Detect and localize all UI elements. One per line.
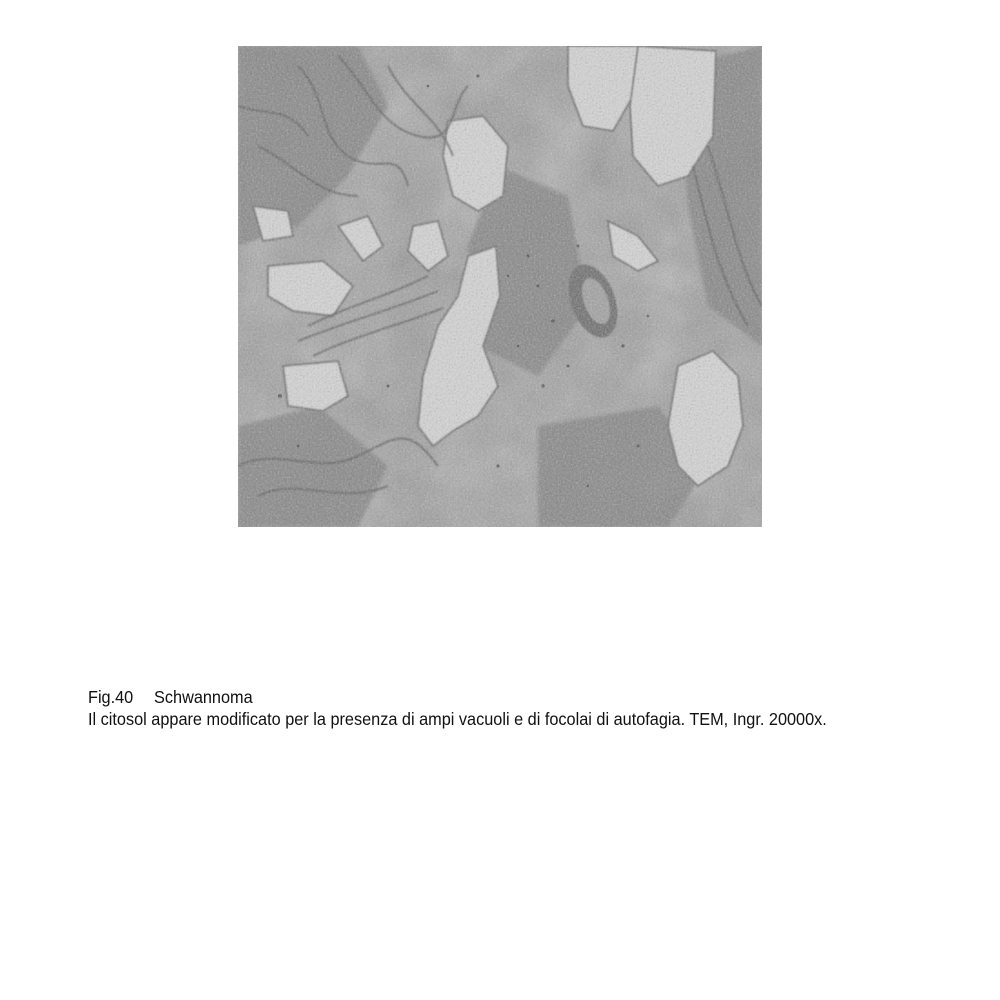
figure-description: Il citosol appare modificato per la presenza di ampi vacuoli e di focolai di autofagia. TEM, Ingr. 20000x. [88,709,827,729]
figure-heading [88,686,906,708]
figure-title: Schwannoma [154,687,253,707]
figure-number: Fig.40 [88,687,134,707]
figure-caption [88,686,906,730]
tem-micrograph [238,46,762,527]
